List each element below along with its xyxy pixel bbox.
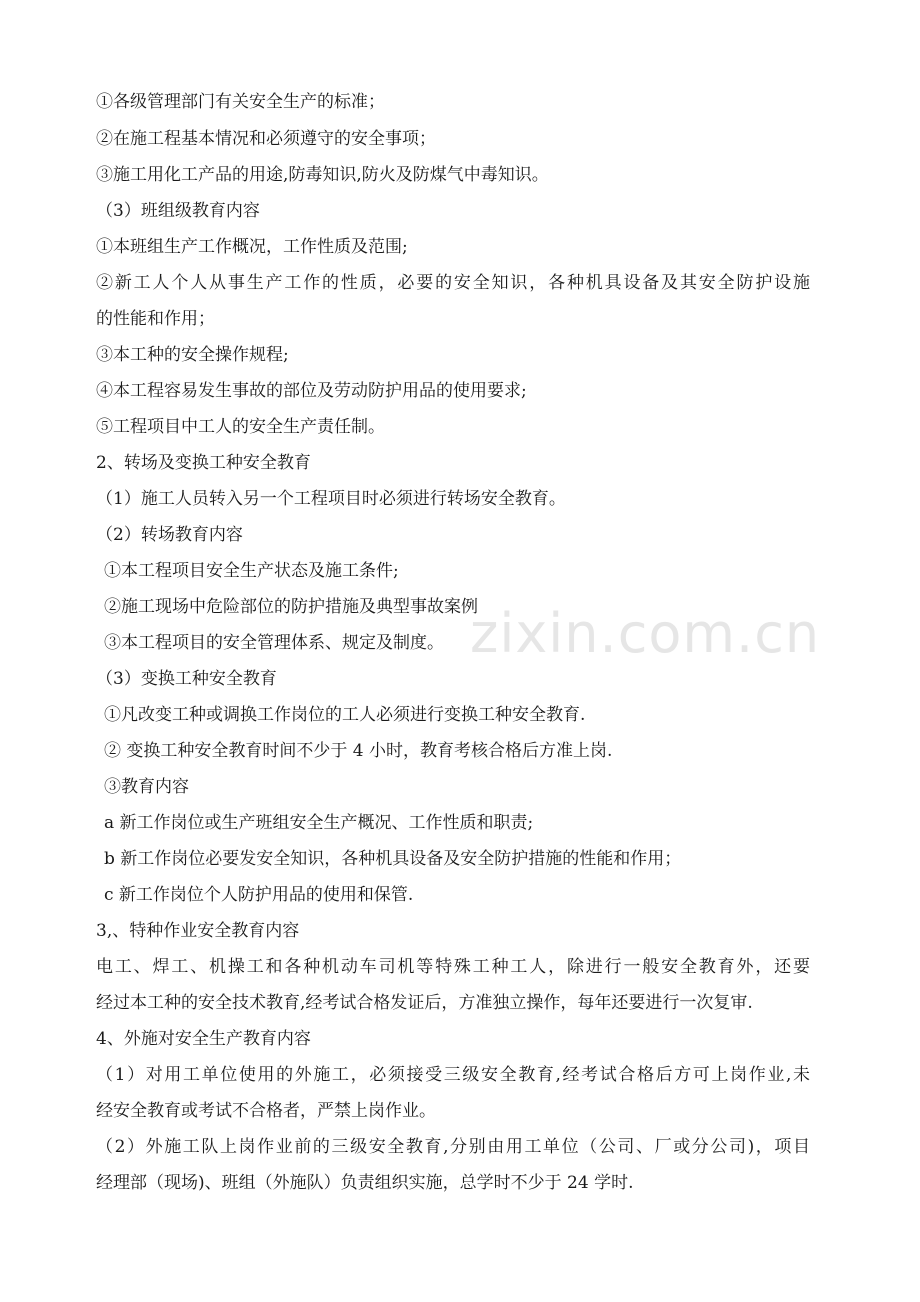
text-line: （2）外施工队上岗作业前的三级安全教育,分别由用工单位（公司、厂或分公司)，项目 <box>96 1137 810 1157</box>
text-line: b 新工作岗位必要发安全知识，各种机具设备及安全防护措施的性能和作用； <box>104 849 682 869</box>
text-line: （1）对用工单位使用的外施工，必须接受三级安全教育,经考试合格后方可上岗作业,未 <box>96 1065 810 1085</box>
text-line: 电工、焊工、机操工和各种机动车司机等特殊工种工人，除进行一般安全教育外，还要 <box>96 957 810 977</box>
section-heading: （3）变换工种安全教育 <box>96 669 277 689</box>
section-heading: （2）转场教育内容 <box>96 525 243 545</box>
text-line: 的性能和作用； <box>96 309 215 329</box>
text-line: ② 变换工种安全教育时间不少于 4 小时，教育考核合格后方准上岗. <box>104 741 613 761</box>
text-line: ③施工用化工产品的用途,防毒知识,防火及防煤气中毒知识。 <box>96 165 549 185</box>
text-line: ③教育内容 <box>104 777 189 797</box>
text-line: ③本工种的安全操作规程; <box>96 345 289 365</box>
text-line: 经安全教育或考试不合格者，严禁上岗作业。 <box>96 1101 436 1121</box>
text-line: ③本工程项目的安全管理体系、规定及制度。 <box>104 633 444 653</box>
section-heading: （3）班组级教育内容 <box>96 201 260 221</box>
text-line: ⑤工程项目中工人的安全生产责任制。 <box>96 417 385 437</box>
text-line: a 新工作岗位或生产班组安全生产概况、工作性质和职责; <box>104 813 534 833</box>
text-line: ①凡改变工种或调换工作岗位的工人必须进行变换工种安全教育. <box>104 705 586 725</box>
watermark: zixin.com.cn <box>470 602 821 665</box>
text-line: ②在施工程基本情况和必须遵守的安全事项； <box>96 129 436 149</box>
text-line: ④本工程容易发生事故的部位及劳动防护用品的使用要求; <box>96 381 527 401</box>
section-heading: 2、转场及变换工种安全教育 <box>96 453 311 473</box>
text-line: ①本工程项目安全生产状态及施工条件; <box>104 561 399 581</box>
text-line: （1）施工人员转入另一个工程项目时必须进行转场安全教育。 <box>96 489 566 509</box>
text-line: ①各级管理部门有关安全生产的标准； <box>96 92 385 112</box>
text-line: ②施工现场中危险部位的防护措施及典型事故案例 <box>104 597 478 617</box>
section-heading: 4、外施对安全生产教育内容 <box>96 1029 311 1049</box>
section-heading: 3,、特种作业安全教育内容 <box>96 921 300 941</box>
text-line: c 新工作岗位个人防护用品的使用和保管. <box>104 885 414 905</box>
text-line: ①本班组生产工作概况，工作性质及范围; <box>96 237 408 257</box>
text-line: 经理部（现场)、班组（外施队）负责组织实施，总学时不少于 24 学时. <box>96 1173 634 1193</box>
text-line: 经过本工种的安全技术教育,经考试合格发证后，方准独立操作，每年还要进行一次复审. <box>96 993 753 1013</box>
text-line: ②新工人个人从事生产工作的性质，必要的安全知识，各种机具设备及其安全防护设施 <box>96 273 810 293</box>
